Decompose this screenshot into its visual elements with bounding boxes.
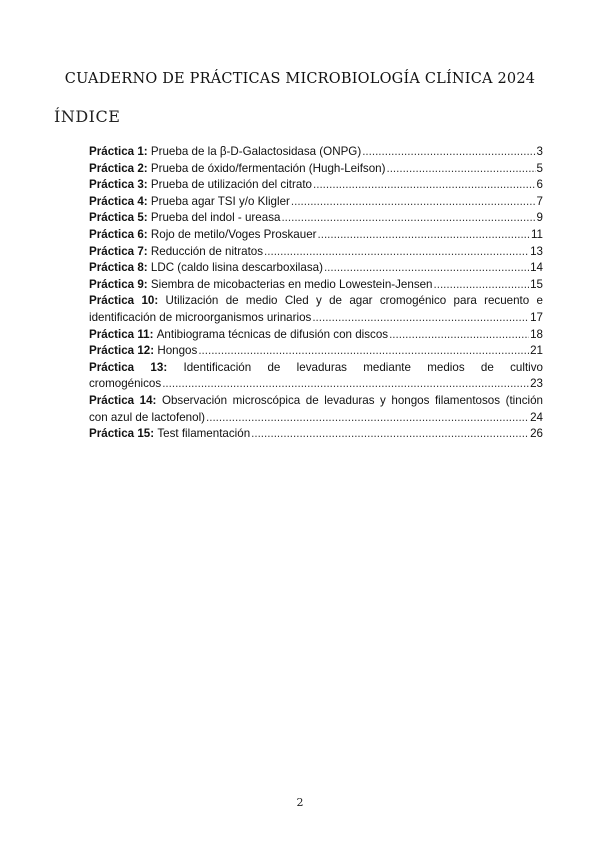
toc-entry-15[interactable] (89, 426, 543, 443)
toc-page-number: 3 (536, 145, 543, 158)
toc-text-line1: Observación microscópica de levaduras y hongos filamentosos (tinción (161, 393, 543, 407)
dot-leader (264, 244, 529, 261)
toc-page-number: 14 (530, 261, 543, 275)
table-of-contents (89, 144, 543, 443)
toc-entry-3[interactable] (89, 177, 543, 194)
toc-text: Hongos (157, 344, 198, 358)
toc-page-number: 13 (530, 244, 543, 258)
dot-leader (251, 426, 529, 443)
toc-entry-7[interactable] (89, 244, 543, 261)
document-title: CUADERNO DE PRÁCTICAS MICROBIOLOGÍA CLÍNICA 2024 (64, 71, 536, 87)
toc-label: Práctica 2: (89, 161, 148, 175)
dot-leader (281, 210, 535, 227)
dot-leader (362, 144, 535, 161)
toc-page-number: 26 (530, 427, 543, 441)
toc-text: Prueba de la β-D-Galactosidasa (ONPG) (150, 145, 362, 158)
toc-text-line2: cromogénicos (89, 377, 162, 391)
toc-page-number: 15 (530, 277, 543, 291)
dot-leader (389, 327, 529, 344)
toc-label: Práctica 10: (89, 294, 159, 308)
toc-text: Rojo de metilo/Voges Proskauer (150, 227, 317, 241)
dot-leader (198, 343, 529, 360)
toc-entry-4[interactable] (89, 194, 543, 211)
toc-label: Práctica 14: (89, 393, 157, 407)
toc-page-number: 23 (530, 377, 543, 391)
toc-label: Práctica 8: (89, 261, 148, 275)
toc-label: Práctica 13: (89, 360, 168, 374)
toc-text: Reducción de nitratos (150, 244, 264, 258)
toc-page-number: 5 (536, 161, 543, 175)
toc-label: Práctica 11: (89, 327, 154, 341)
toc-entry-6[interactable] (89, 227, 543, 244)
toc-label: Práctica 7: (89, 244, 148, 258)
toc-entry-13[interactable] (89, 360, 543, 393)
toc-page-number: 24 (530, 410, 543, 424)
toc-page-number: 11 (530, 227, 543, 241)
toc-text: Prueba del indol - ureasa (150, 211, 281, 225)
dot-leader (313, 177, 536, 194)
toc-label: Práctica 3: (89, 178, 148, 192)
toc-page-number: 7 (536, 194, 543, 208)
toc-page-number: 21 (530, 344, 543, 358)
toc-label: Práctica 1: (89, 145, 148, 158)
toc-entry-10[interactable] (89, 293, 543, 326)
dot-leader (291, 194, 536, 211)
toc-label: Práctica 12: (89, 344, 155, 358)
toc-text-line1: Identificación de levaduras mediante medios de cultivo (183, 360, 543, 374)
toc-page-number: 18 (530, 327, 543, 341)
toc-entry-11[interactable] (89, 327, 543, 344)
toc-label: Práctica 9: (89, 277, 148, 291)
dot-leader (324, 260, 529, 277)
toc-text-line1: Utilización de medio Cled y de agar cromogénico para recuento e (165, 294, 543, 308)
toc-entry-14[interactable] (89, 393, 543, 426)
toc-entry-9[interactable] (89, 277, 543, 294)
toc-text: Prueba de utilización del citrato (150, 178, 313, 192)
dot-leader (434, 277, 530, 294)
dot-leader (318, 227, 530, 244)
toc-label: Práctica 4: (89, 194, 148, 208)
index-heading: ÍNDICE (54, 107, 121, 126)
dot-leader (206, 410, 529, 427)
toc-page-number: 6 (536, 178, 543, 192)
toc-text: Test filamentación (157, 427, 251, 441)
toc-entry-8[interactable] (89, 260, 543, 277)
toc-text: Siembra de micobacterias en medio Lowestein-Jensen (150, 277, 433, 291)
toc-label: Práctica 15: (89, 427, 155, 441)
dot-leader (386, 161, 535, 178)
toc-text: Prueba de óxido/fermentación (Hugh-Leifson) (150, 161, 386, 175)
dot-leader (162, 376, 529, 393)
toc-text-line2: identificación de microorganismos urinarios (89, 310, 312, 324)
toc-label: Práctica 5: (89, 211, 148, 225)
toc-page-number: 17 (530, 310, 543, 324)
toc-text: LDC (caldo lisina descarboxilasa) (150, 261, 323, 275)
toc-text: Antibiograma técnicas de difusión con discos (156, 327, 389, 341)
toc-entry-2[interactable] (89, 161, 543, 178)
toc-entry-12[interactable] (89, 343, 543, 360)
toc-entry-1[interactable] (89, 144, 543, 161)
toc-text-line2: con azul de lactofenol) (89, 410, 206, 424)
toc-page-number: 9 (536, 211, 543, 225)
toc-label: Práctica 6: (89, 227, 148, 241)
toc-text: Prueba agar TSI y/o Kligler (150, 194, 290, 208)
toc-entry-5[interactable] (89, 210, 543, 227)
page-number: 2 (296, 796, 304, 809)
dot-leader (312, 310, 529, 327)
